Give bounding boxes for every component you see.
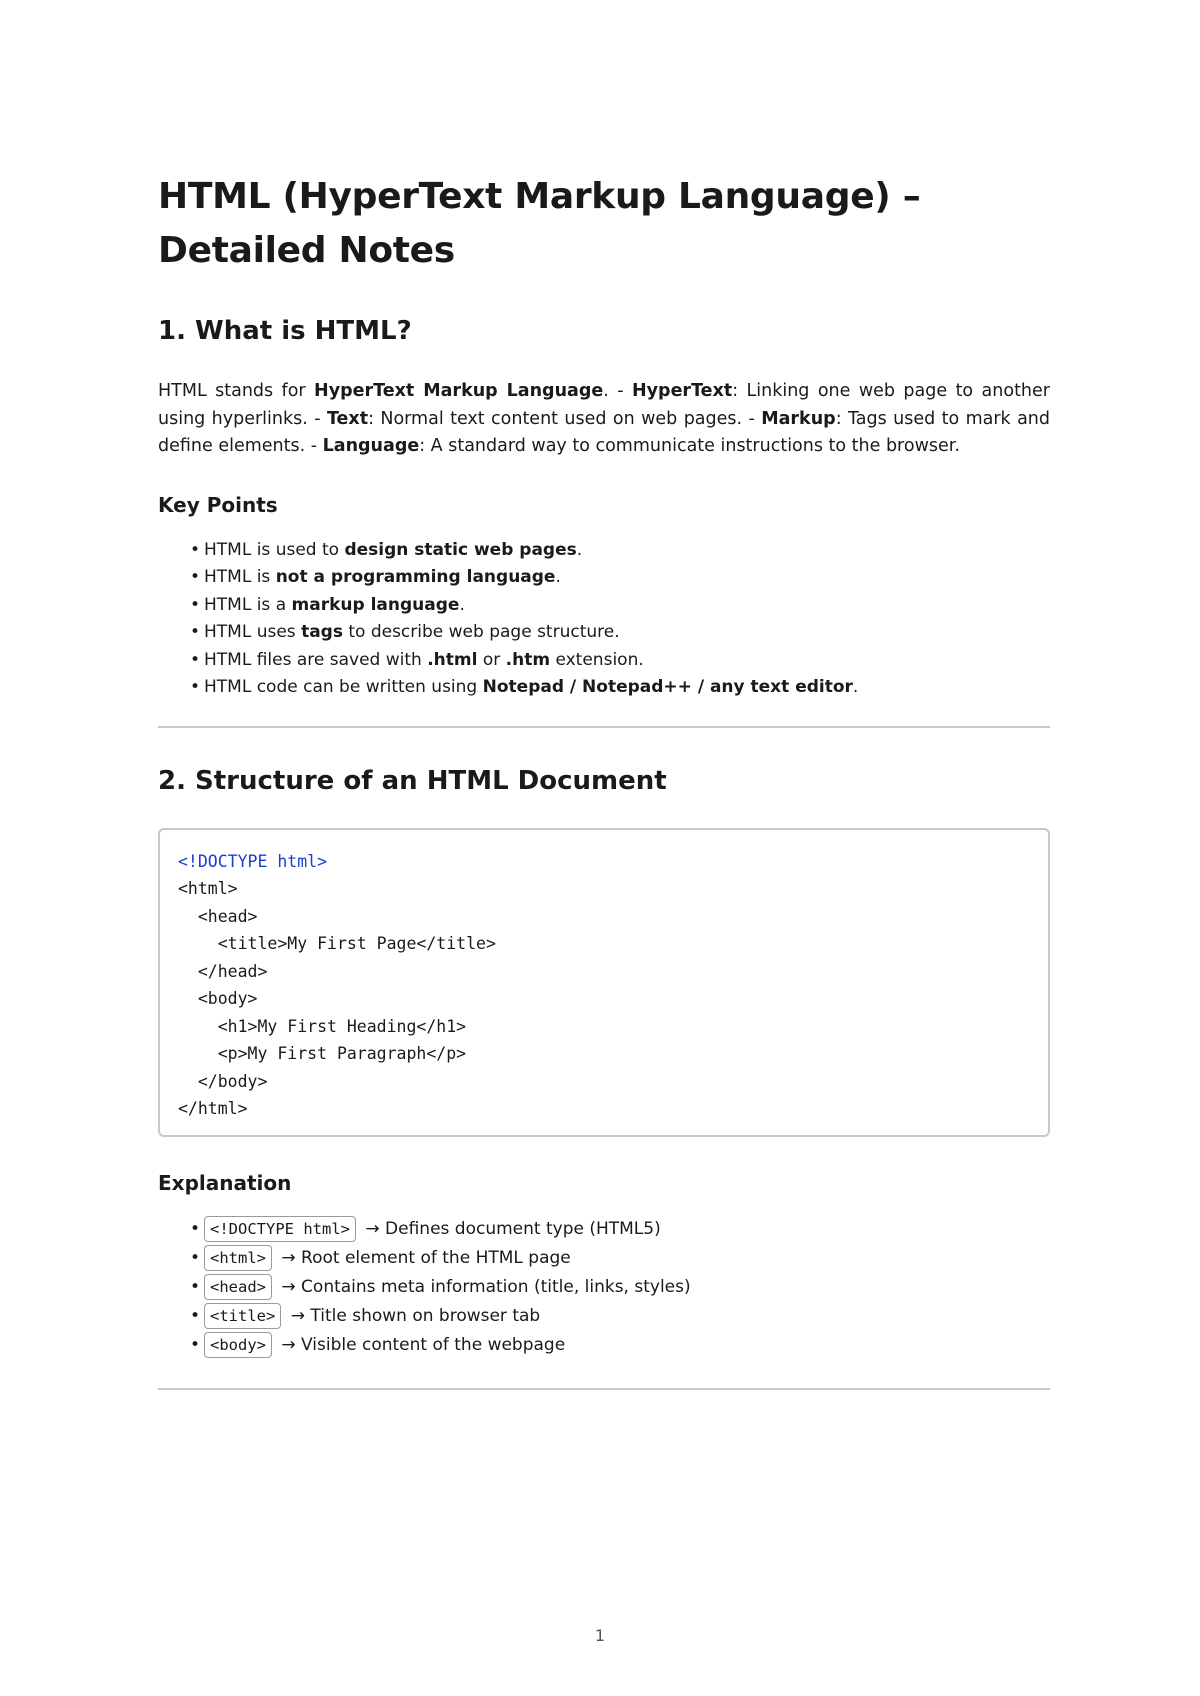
bold-text: Notepad / Notepad++ / any text editor <box>482 677 853 697</box>
explanation-list <box>158 1215 1050 1360</box>
text-run: . <box>852 677 859 697</box>
text-run: . <box>576 539 583 560</box>
inline-code-tag: <html> <box>204 1245 272 1271</box>
text-run: : Normal text content used on web pages. - <box>368 408 762 429</box>
list-item <box>204 1331 1050 1360</box>
text-run: HTML files are saved with <box>204 649 428 670</box>
code-block <box>158 828 1050 1137</box>
list-item <box>204 1244 1050 1273</box>
code-line: <html> <box>178 879 238 898</box>
section-heading-what-is-html: 1. What is HTML? <box>158 316 412 346</box>
bold-text: Language <box>322 436 420 456</box>
code-line: <title>My First Page</title> <box>178 934 496 953</box>
text-run: HTML code can be written using <box>204 677 483 697</box>
list-item <box>204 564 1050 592</box>
code-line: <!DOCTYPE html> <box>178 851 328 871</box>
bold-text: Text <box>326 408 369 429</box>
text-run: : Tags used to mark and define elements. - <box>158 408 1050 456</box>
section-heading-structure: 2. Structure of an HTML Document <box>158 765 667 796</box>
text-run: or <box>477 649 506 670</box>
list-item <box>204 1215 1050 1244</box>
text-run: : Linking one web page to another using hyperlinks. - <box>158 381 1050 429</box>
explanation-text: → Visible content of the webpage <box>276 1334 566 1355</box>
text-run: HTML is a <box>204 594 292 615</box>
code-line: </body> <box>178 1071 268 1091</box>
explanation-text: → Title shown on browser tab <box>285 1305 541 1326</box>
key-points-heading: Key Points <box>158 492 278 517</box>
text-run: . - <box>603 381 632 401</box>
inline-code-tag: <head> <box>204 1274 272 1300</box>
bold-text: HyperText Markup Language <box>314 381 604 401</box>
explanation-text: → Contains meta information (title, links, styles) <box>276 1276 691 1297</box>
inline-code-tag: <body> <box>204 1332 272 1358</box>
text-run: HTML uses <box>204 622 302 642</box>
intro-paragraph <box>158 378 1050 461</box>
bold-text: .htm <box>505 649 551 670</box>
code-line: <h1>My First Heading</h1> <box>178 1016 467 1036</box>
bold-text: Markup <box>761 408 836 429</box>
list-item <box>204 674 1050 702</box>
text-run: . <box>555 567 561 587</box>
text-run: HTML stands for <box>158 381 315 401</box>
explanation-text: → Root element of the HTML page <box>276 1247 571 1268</box>
list-item <box>204 619 1050 647</box>
page-number: 1 <box>594 1626 606 1645</box>
text-run: to describe web page structure. <box>342 622 620 642</box>
inline-code-tag: <!DOCTYPE html> <box>204 1216 356 1242</box>
bold-text: tags <box>301 622 343 642</box>
list-item <box>204 647 1050 675</box>
explanation-text: → Defines document type (HTML5) <box>359 1218 661 1239</box>
code-line: <head> <box>178 906 258 926</box>
list-item <box>204 537 1050 565</box>
text-run: . <box>459 594 465 615</box>
list-item <box>204 592 1050 620</box>
bold-text: design static web pages <box>344 539 577 560</box>
document-title: HTML (HyperText Markup Language) – Detailed Notes <box>158 176 921 271</box>
bold-text: markup language <box>291 594 460 615</box>
code-line: </head> <box>178 961 268 981</box>
text-run: HTML is used to <box>204 539 345 560</box>
bold-text: .html <box>427 649 478 670</box>
explanation-heading: Explanation <box>158 1170 292 1195</box>
bold-text: HyperText <box>631 381 733 401</box>
section-divider <box>158 1388 1050 1390</box>
code-line: </html> <box>178 1099 248 1118</box>
code-line: <body> <box>178 989 258 1008</box>
key-points-list <box>158 537 1050 702</box>
code-line: <p>My First Paragraph</p> <box>178 1044 467 1063</box>
text-run: HTML is <box>204 567 276 587</box>
document-page <box>158 170 1050 1426</box>
text-run: extension. <box>550 649 644 670</box>
text-run: : A standard way to communicate instructions to the browser. <box>419 436 960 456</box>
list-item <box>204 1302 1050 1331</box>
inline-code-tag: <title> <box>204 1303 281 1329</box>
section-divider <box>158 726 1050 728</box>
list-item <box>204 1273 1050 1302</box>
bold-text: not a programming language <box>275 567 556 587</box>
